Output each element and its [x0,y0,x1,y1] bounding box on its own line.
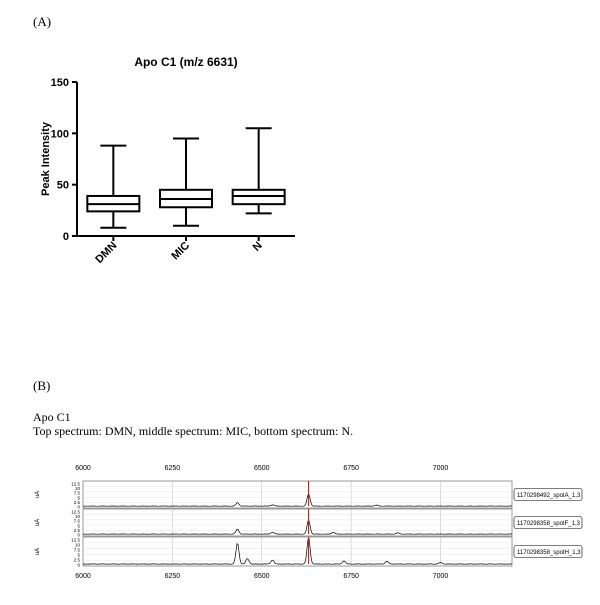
x-tick-label: MIC [169,239,193,263]
y-tick-label: 0 [62,231,69,243]
y-tick-label: 7.5 [73,547,80,553]
y-tick-label: 150 [50,77,69,89]
chart-title: Apo C1 (m/z 6631) [134,55,238,69]
y-tick-label: 50 [56,179,69,192]
x-tick-label-bottom: 6750 [343,573,359,580]
y-tick-label: 10 [74,486,80,492]
y-tick-label: 12.5 [71,509,80,515]
x-tick-label-top: 6000 [75,465,91,472]
y-tick-label: 5 [77,495,80,501]
x-tick-label-top: 6500 [253,465,270,472]
y-tick-label: 7.5 [73,490,80,496]
y-tick-label: 10 [74,514,80,520]
spectrum-legend-label: 1170298492_spotA_1,3 [517,493,581,499]
y-tick-label: 0 [77,532,80,538]
spectrum-panel-2 [35,509,582,538]
x-tick-label-bottom: 6250 [164,573,181,580]
x-tick-label-bottom: 7000 [432,573,449,580]
spectrum-panel-1 [35,481,582,510]
x-tick-label-top: 6750 [343,465,359,472]
y-tick-label: 10 [74,542,80,548]
y-tick-label: 0 [77,562,80,568]
panel-b-label: (B) [33,378,51,393]
x-tick-label: N [250,239,265,254]
y-tick-label: 12.5 [71,537,80,543]
x-tick-label: DMN [93,239,120,266]
x-tick-label-bottom: 6500 [253,573,270,580]
y-tick-label: 5 [77,552,80,558]
y-axis-label: Peak Intensity [40,122,52,196]
caption-title: Apo C1 [33,410,71,424]
y-tick-label: 2.5 [73,557,80,563]
spectrum-frame [83,537,512,566]
y-tick-label: 0 [77,504,80,510]
x-tick-label-bottom: 6000 [75,573,91,580]
y-tick-label: 5 [77,523,80,529]
y-tick-label: 2.5 [73,499,80,505]
spectrum-panel-3 [35,537,582,568]
y-tick-label: 12.5 [71,481,80,487]
spectrum-frame [83,481,512,508]
y-axis-label: uA [35,518,41,527]
y-axis-label: uA [35,547,41,556]
x-tick-label-top: 6250 [164,465,181,472]
y-tick-label: 100 [50,128,69,141]
caption-text: Top spectrum: DMN, middle spectrum: MIC, bottom spectrum: N. [33,424,354,438]
spectrum-legend-label: 1170298358_spotF_1,3 [517,521,580,527]
y-tick-label: 7.5 [73,518,80,524]
x-tick-label-top: 7000 [432,465,449,472]
y-axis-label: uA [35,490,41,499]
panel-a-label: (A) [33,14,52,29]
y-tick-label: 2.5 [73,527,80,533]
spectrum-legend-label: 1170298358_spotH_1,3 [517,550,581,556]
spectrum-frame [83,509,512,536]
